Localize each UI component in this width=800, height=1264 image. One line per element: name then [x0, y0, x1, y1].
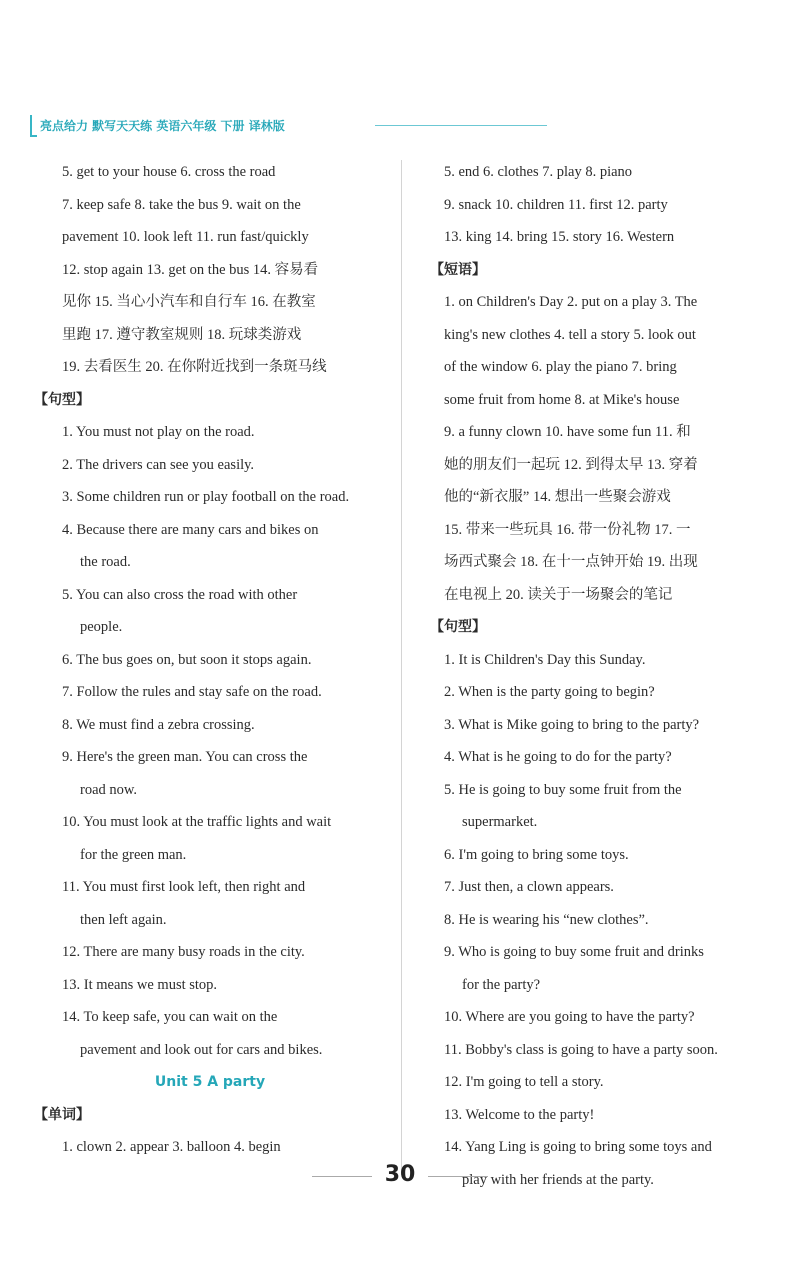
answer-line: of the window 6. play the piano 7. bring: [444, 359, 677, 375]
answer-line: 9. snack 10. children 11. first 12. party: [444, 196, 668, 213]
answer-line: 5. get to your house 6. cross the road: [62, 164, 276, 180]
section-heading: 【句型】: [34, 391, 90, 408]
answer-line: 里跑 17. 遵守教室规则 18. 玩球类游戏: [62, 326, 302, 343]
answer-line-continued: the road.: [80, 554, 131, 570]
answer-line: 9. a funny clown 10. have some fun 11. 和: [444, 424, 691, 440]
answer-line: 3. Some children run or play football on the road.: [62, 489, 350, 505]
left-column: [34, 156, 386, 1164]
answer-line-continued: play with her friends at the party.: [462, 1171, 654, 1188]
answer-line-continued: pavement and look out for cars and bikes.: [80, 1041, 323, 1058]
answer-line-continued: for the party?: [462, 976, 541, 993]
header-bracket-decoration: [30, 115, 37, 137]
answer-line: 5. He is going to buy some fruit from the: [444, 781, 682, 798]
answer-line: 7. keep safe 8. take the bus 9. wait on the: [62, 196, 301, 213]
header-rule: [375, 125, 547, 126]
section-heading: 【句型】: [430, 619, 486, 635]
answer-line: 3. What is Mike going to bring to the party?: [444, 716, 700, 733]
answer-line: 15. 带来一些玩具 16. 带一份礼物 17. 一: [444, 521, 691, 538]
column-divider: [401, 160, 402, 1175]
answer-line-continued: road now.: [80, 781, 138, 798]
answer-line: 1. clown 2. appear 3. balloon 4. begin: [62, 1139, 281, 1155]
answer-line: 9. Who is going to buy some fruit and drinks: [444, 944, 704, 960]
answer-line: 他的“新衣服” 14. 想出一些聚会游戏: [444, 489, 671, 505]
answer-line: 7. Follow the rules and stay safe on the road.: [62, 684, 322, 700]
answer-line: king's new clothes 4. tell a story 5. look out: [444, 326, 696, 343]
answer-line: 2. When is the party going to begin?: [444, 684, 655, 700]
answer-line: 13. Welcome to the party!: [444, 1106, 595, 1123]
page-number-rule-right: [428, 1176, 488, 1177]
answer-line: 13. king 14. bring 15. story 16. Western: [444, 229, 675, 245]
page-number: 30: [384, 1162, 416, 1187]
answer-line: 她的朋友们一起玩 12. 到得太早 13. 穿着: [444, 456, 698, 473]
answer-line: 7. Just then, a clown appears.: [444, 879, 614, 895]
answer-line: 12. There are many busy roads in the city.: [62, 944, 305, 960]
answer-line: 14. Yang Ling is going to bring some toys and: [444, 1139, 712, 1155]
answer-line: 1. on Children's Day 2. put on a play 3. The: [444, 294, 698, 310]
answer-line: 10. You must look at the traffic lights and wait: [62, 814, 332, 830]
answer-line: 4. What is he going to do for the party?: [444, 749, 672, 765]
answer-line: 在电视上 20. 读关于一场聚会的笔记: [444, 586, 673, 603]
answer-line: 5. You can also cross the road with other: [62, 586, 298, 603]
unit-title: Unit 5 A party: [154, 1074, 266, 1090]
answer-line: 见你 15. 当心小汽车和自行车 16. 在教室: [62, 294, 316, 310]
answer-line: 场西式聚会 18. 在十一点钟开始 19. 出现: [444, 554, 698, 570]
answer-line: 10. Where are you going to have the party?: [444, 1009, 695, 1025]
answer-line: 8. He is wearing his “new clothes”.: [444, 911, 649, 928]
answer-line: 1. You must not play on the road.: [62, 424, 255, 440]
answer-line: 12. stop again 13. get on the bus 14. 容易看: [62, 261, 319, 278]
page-number-rule-left: [312, 1176, 372, 1177]
answer-line: 9. Here's the green man. You can cross the: [62, 749, 308, 765]
answer-line: 12. I'm going to tell a story.: [444, 1074, 604, 1090]
answer-line: 13. It means we must stop.: [62, 976, 218, 993]
right-column: [430, 156, 770, 1196]
page-header: [30, 113, 520, 137]
answer-line: 1. It is Children's Day this Sunday.: [444, 651, 646, 668]
answer-line: 8. We must find a zebra crossing.: [62, 716, 255, 733]
answer-line: 11. Bobby's class is going to have a party soon.: [444, 1041, 718, 1058]
answer-line-continued: then left again.: [80, 911, 167, 928]
answer-line: 5. end 6. clothes 7. play 8. piano: [444, 164, 633, 180]
header-title: 亮点给力 默写天天练 英语六年级 下册 译林版: [40, 119, 285, 133]
answer-line: 19. 去看医生 20. 在你附近找到一条斑马线: [62, 359, 327, 375]
answer-line: pavement 10. look left 11. run fast/quickly: [62, 229, 309, 245]
answer-line-continued: people.: [80, 619, 123, 635]
section-heading: 【单词】: [34, 1106, 90, 1123]
answer-line: 4. Because there are many cars and bikes on: [62, 521, 319, 538]
answer-line: 11. You must first look left, then right and: [62, 879, 306, 895]
answer-line: 6. I'm going to bring some toys.: [444, 846, 629, 863]
answer-line: 14. To keep safe, you can wait on the: [62, 1009, 278, 1025]
answer-line-continued: for the green man.: [80, 846, 187, 863]
section-heading: 【短语】: [430, 261, 486, 278]
answer-line: 2. The drivers can see you easily.: [62, 456, 255, 473]
answer-line: some fruit from home 8. at Mike's house: [444, 391, 680, 408]
answer-line: 6. The bus goes on, but soon it stops again.: [62, 651, 312, 668]
answer-line-continued: supermarket.: [462, 814, 538, 830]
